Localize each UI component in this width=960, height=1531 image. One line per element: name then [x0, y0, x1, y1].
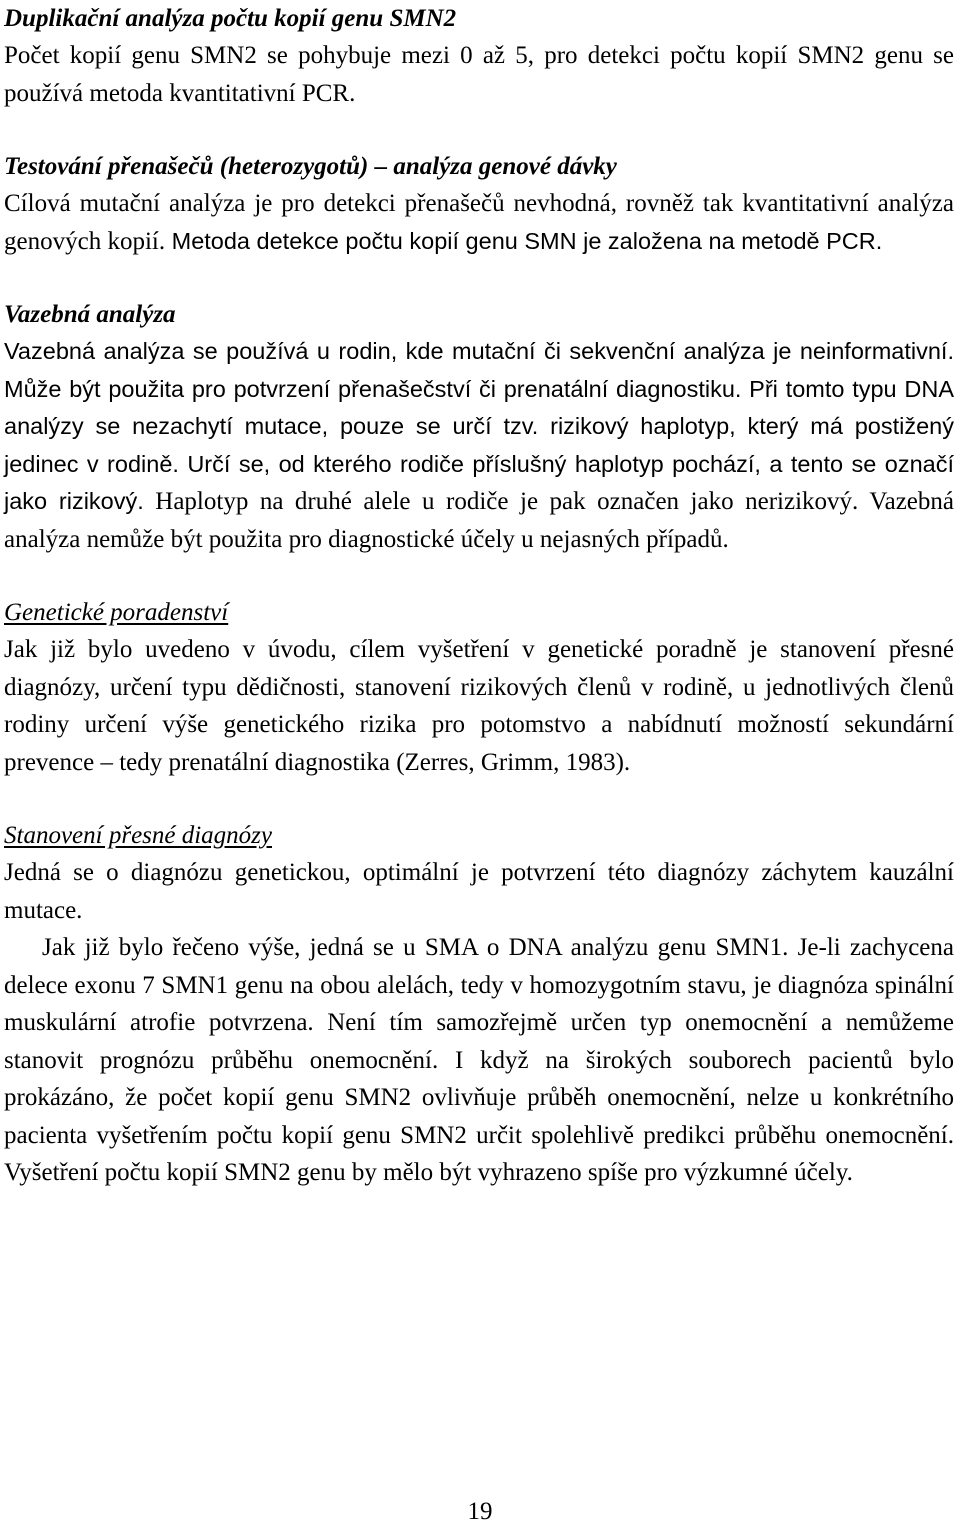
heading-genetic-counseling: Genetické poradenství: [4, 599, 229, 626]
section-linkage-analysis: [4, 296, 954, 558]
paragraph-precise-diagnosis-2: Jak již bylo řečeno výše, jedná se u SMA o DNA analýzu genu SMN1. Je-li zachycena delece exonu 7 SMN1 genu na obou alelách, tedy v homozygotním stavu, je diagnóza spinální muskulární atrofie potvrzena. Není tím samozřejmě určen typ onemocnění a nemůžeme stanovit prognózu průběhu onemocnění. I když na širokých souborech pacientů bylo prokázáno, že počet kopií genu SMN2 ovlivňuje průběh onemocnění, nelze u konkrétního pacienta vyšetřením počtu kopií genu SMN2 určit spolehlivě predikci průběhu onemocnění. Vyšetření počtu kopií SMN2 genu by mělo být vyhrazeno spíše pro výzkumné účely.: [4, 934, 954, 1186]
linkage-text-sans: Vazebná analýza se používá u rodin, kde mutační či sekvenční analýza je neinformativní. Může být použita pro potvrzení přenašečství či prenatální diagnostiku. Při tomto typu DNA analýzy se nezachytí mutace, pouze se určí tzv. rizikový haplotyp, který má postižený jedinec v rodině. Určí se, od kterého rodiče příslušný haplotyp pochází, a tento se označí jako rizikový.: [4, 338, 954, 514]
paragraph-precise-diagnosis-1: Jedná se o diagnózu genetickou, optimální je potvrzení této diagnózy záchytem kauzální mutace.: [4, 859, 954, 924]
heading-smn2-duplication: Duplikační analýza počtu kopií genu SMN2: [4, 5, 457, 32]
heading-linkage-analysis: Vazebná analýza: [4, 301, 176, 328]
paragraph-genetic-counseling: Jak již bylo uvedeno v úvodu, cílem vyšetření v genetické poradně je stanovení přesné diagnózy, určení typu dědičnosti, stanovení rizikových členů v rodině, u jednotlivých členů rodiny určení výše genetického rizika pro potomstvo a nabídnutí možností sekundární prevence – tedy prenatální diagnostika (Zerres, Grimm, 1983).: [4, 636, 954, 776]
carrier-text-serif: Cílová mutační analýza je pro detekci přenašečů nevhodná, rovněž tak kvantitativní analýza genových kopií.: [4, 190, 954, 255]
section-smn2-duplication: [4, 0, 954, 112]
carrier-text-sans: Metoda detekce počtu kopií genu SMN je založena na metodě PCR.: [165, 227, 883, 254]
heading-precise-diagnosis: Stanovení přesné diagnózy: [4, 822, 273, 849]
linkage-text-serif: Haplotyp na druhé alele u rodiče je pak označen jako nerizikový. Vazebná analýza nemůže být použita pro diagnostické účely u nejasných případů.: [4, 488, 954, 553]
paragraph-linkage-analysis: [4, 333, 954, 558]
paragraph-carrier-testing: [4, 185, 954, 260]
document-page: [4, 0, 954, 1192]
section-carrier-testing: [4, 148, 954, 260]
paragraph-smn2-duplication: Počet kopií genu SMN2 se pohybuje mezi 0 až 5, pro detekci počtu kopií SMN2 genu se používá metoda kvantitativní PCR.: [4, 42, 954, 107]
heading-carrier-testing: Testování přenašečů (heterozygotů) – analýza genové dávky: [4, 153, 617, 180]
page-number: 19: [467, 1498, 493, 1525]
section-genetic-counseling: [4, 594, 954, 781]
section-precise-diagnosis: [4, 817, 954, 1192]
